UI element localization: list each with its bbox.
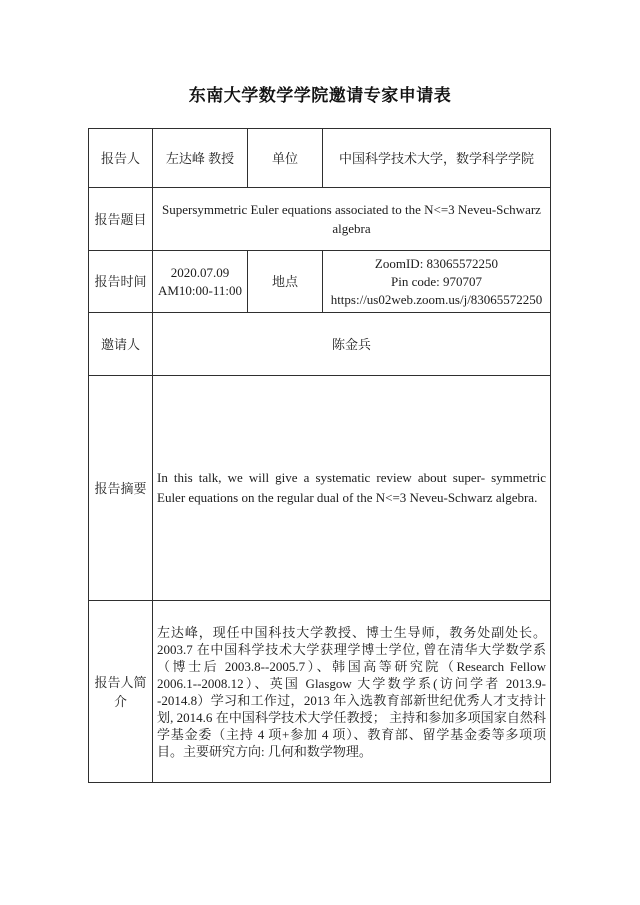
page-title: 东南大学数学学院邀请专家申请表 [188, 86, 452, 105]
place-zoom-url: https://us02web.zoom.us/j/83065572250 [330, 291, 543, 307]
unit-label: 单位 [248, 129, 323, 188]
abstract-row [89, 376, 551, 601]
abstract-label: 报告摘要 [89, 376, 153, 601]
inviter-label: 邀请人 [89, 313, 153, 376]
bio-cell [153, 601, 551, 783]
place-zoom-id: ZoomID: 83065572250 [374, 255, 499, 271]
time-value [153, 251, 248, 313]
time-label: 报告时间 [89, 251, 153, 313]
place-pin-code: Pin code: 970707 [391, 273, 482, 289]
bio-row [89, 601, 551, 783]
speaker-label: 报告人 [89, 129, 153, 188]
abstract-text: In this talk, we will give a systematic review about super- symmetric Euler equations on the regular dual of the N<=3 Neveu-Schwarz algebra. [157, 470, 546, 505]
inviter-value: 陈金兵 [153, 313, 551, 376]
place-value [323, 251, 551, 313]
application-form-table [88, 128, 551, 783]
unit-value: 中国科学技术大学，数学科学学院 [323, 129, 551, 188]
speaker-value: 左达峰 教授 [153, 129, 248, 188]
talk-title-label: 报告题目 [89, 188, 153, 251]
talk-title-row [89, 188, 551, 251]
bio-label: 报告人简介 [89, 601, 153, 783]
time-place-row [89, 251, 551, 313]
abstract-cell [153, 376, 551, 601]
talk-title-value: Supersymmetric Euler equations associated to the N<=3 Neveu-Schwarz algebra [153, 188, 551, 251]
place-label: 地点 [248, 251, 323, 313]
time-date: 2020.07.09 [170, 264, 230, 280]
time-hours: AM10:00-11:00 [157, 282, 243, 298]
inviter-row [89, 313, 551, 376]
speaker-row [89, 129, 551, 188]
bio-text: 左达峰，现任中国科技大学教授、博士生导师，教务处副处长。2003.7 在中国科学技术大学获理学博士学位, 曾在清华大学数学系（博士后 2003.8--2005.7）、韩国高等研究院（Research Fellow 2006.1--2008.12）、英国 Glasgow 大学数学系(访问学者 2013.9--2014.8）学习和工作过，2013 年入选教育部新世纪优秀人才支持计划, 2014.6 在中国科学技术大学任教授； 主持和参加多项国家自然科学基金委（主持 4 项+参加 4 项）、教育部、留学基金委等多项项目。主要研究方向: 几何和数学物理。 [157, 624, 546, 759]
